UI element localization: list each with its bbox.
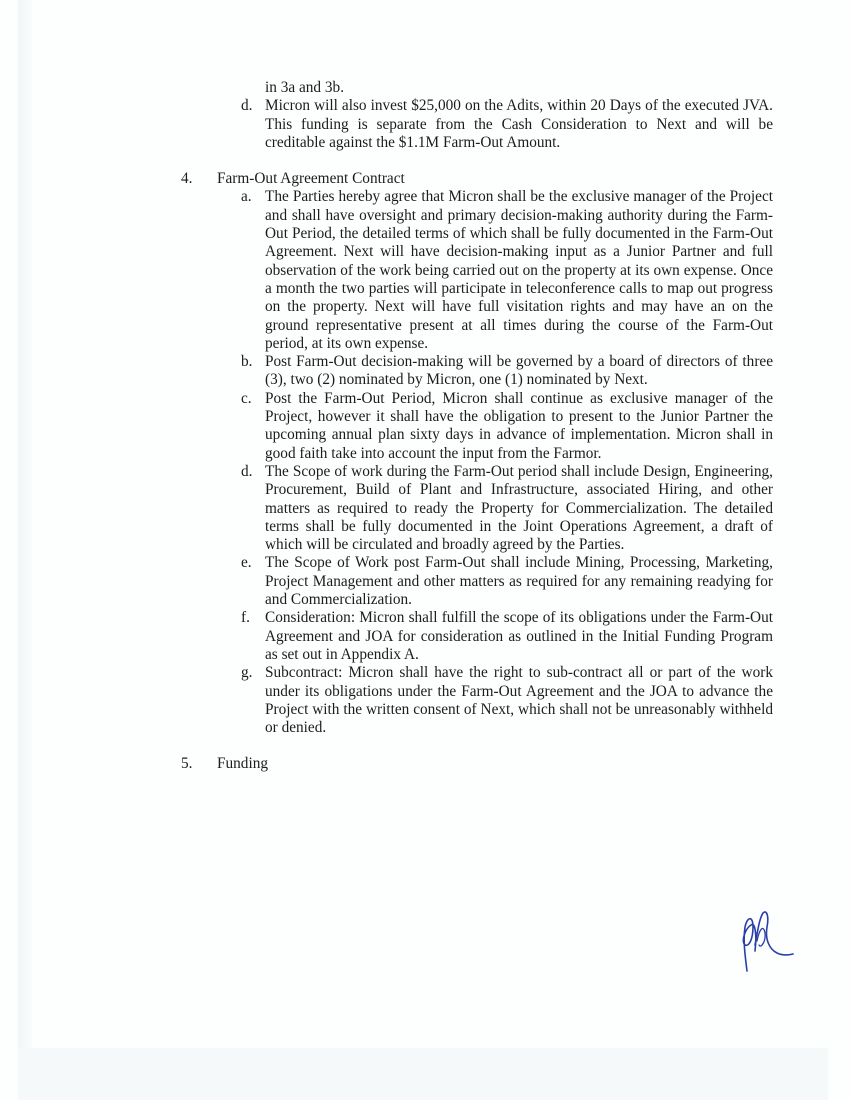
item-text: Micron will also invest $25,000 on the Adits, within 20 Days of the executed JVA. This funding is separate from the Cash Consideration to Next and will be creditable against the $1.1M Farm-Out Amount.: [265, 97, 773, 151]
scan-bottom-shadow: [18, 1048, 828, 1100]
item-text: The Parties hereby agree that Micron shall be the exclusive manager of the Project and shall have oversight and primary decision-making authority during the Farm-Out Period, the detailed terms of which shall be fully documented in the Farm-Out Agreement. Next will have decision-making input as a Junior Partner and full observation of the work being carried out on the property at its own expense. Once a month the two parties will participate in teleconference calls to map out progress on the property. Next will have full visitation rights and may have an on the ground representative present at all times during the course of the Farm-Out period, at its own expense.: [265, 188, 773, 352]
list-item-4e: [181, 554, 773, 609]
section-5-heading: [181, 755, 781, 773]
item-marker: f.: [241, 609, 250, 627]
handwritten-initials-signature: [735, 905, 795, 975]
item-marker: a.: [241, 188, 252, 206]
item-marker: g.: [241, 664, 253, 682]
signature-stroke: [743, 912, 793, 971]
item-marker: e.: [241, 554, 252, 572]
item-text: The Scope of Work post Farm-Out shall include Mining, Processing, Marketing, Project Management and other matters as required for any remaining readying for and Commercialization.: [265, 554, 773, 609]
section-number: 4.: [181, 170, 193, 188]
section-4-list: [181, 188, 781, 737]
section-number: 5.: [181, 755, 193, 773]
item-marker: d.: [241, 462, 253, 480]
item-text: Subcontract: Micron shall have the right to sub-contract all or part of the work under its obligations under the Farm-Out Agreement and the JOA to advance the Project with the written consent of Next, which shall not be unreasonably withheld or denied.: [265, 664, 773, 737]
document-body: [181, 79, 781, 774]
item-marker: b.: [241, 353, 253, 371]
list-item-4f: [181, 609, 773, 664]
list-item-3d: [181, 97, 773, 152]
list-item-4d: [181, 463, 773, 554]
item-marker: d.: [241, 97, 253, 115]
continuation-text: in 3a and 3b.: [265, 79, 345, 96]
item-text: Post Farm-Out decision-making will be governed by a board of directors of three (3), two (2) nominated by Micron, one (1) nominated by Next.: [265, 353, 773, 389]
section-4-heading: [181, 170, 781, 188]
item-marker: c.: [241, 389, 252, 407]
section-title: Funding: [217, 755, 268, 773]
list-item-4g: [181, 664, 773, 737]
scan-edge-shadow: [18, 0, 32, 1100]
list-item-4a: [181, 188, 773, 353]
list-item-4b: [181, 353, 773, 390]
section-title: Farm-Out Agreement Contract: [217, 170, 405, 188]
item-text: Consideration: Micron shall fulfill the scope of its obligations under the Farm-Out Agreement and JOA for consideration as outlined in the Initial Funding Program as set out in Appendix A.: [265, 609, 773, 663]
list-item-4c: [181, 390, 773, 463]
item-text: The Scope of work during the Farm-Out period shall include Design, Engineering, Procurement, Build of Plant and Infrastructure, associated Hiring, and other matters as required to ready the Property for Commercialization. The detailed terms shall be fully documented in the Joint Operations Agreement, a draft of which will be circulated and broadly agreed by the Parties.: [265, 462, 773, 554]
item-text: Post the Farm-Out Period, Micron shall continue as exclusive manager of the Project, however it shall have the obligation to present to the Junior Partner the upcoming annual plan sixty days in advance of implementation. Micron shall in good faith take into account the input from the Farmor.: [265, 389, 773, 462]
